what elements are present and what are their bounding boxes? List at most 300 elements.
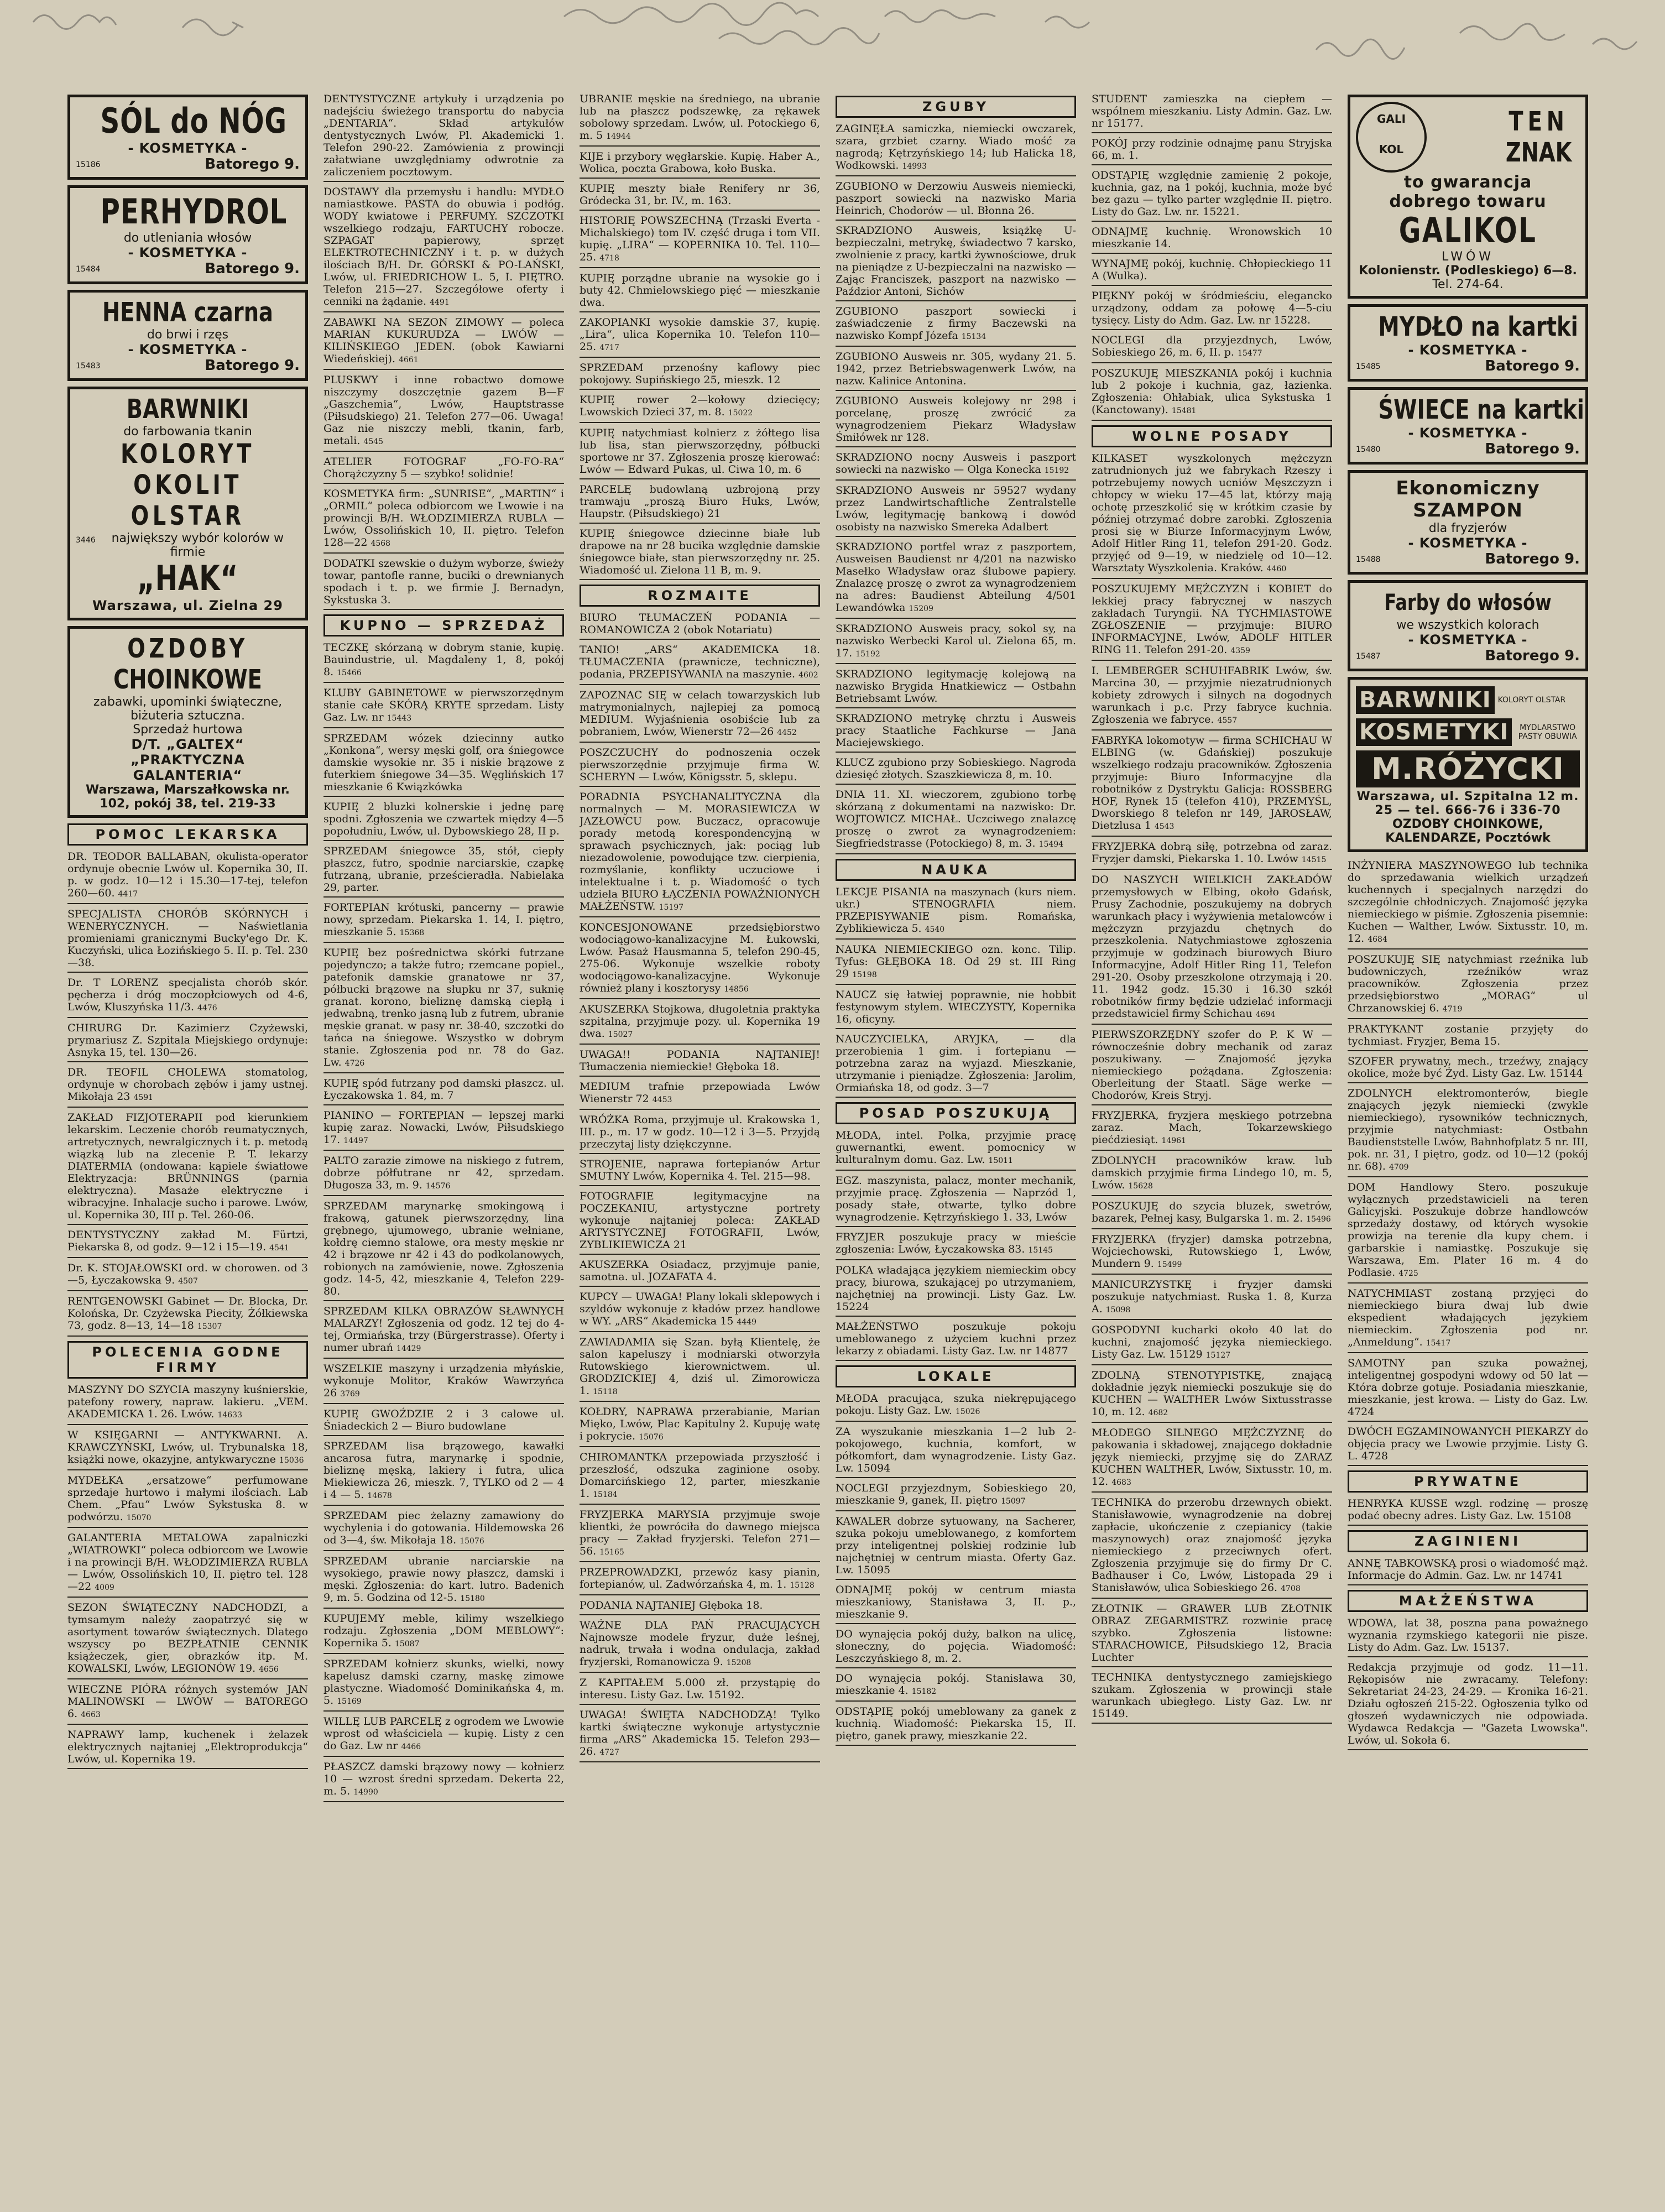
ad-number: 15182 (911, 1687, 937, 1696)
classified-ad (836, 711, 1076, 753)
classified-ad (1348, 1355, 1588, 1422)
brand-koloryt: KOLORYT (121, 439, 255, 469)
ad-box-title: ŚWIECE na kartki (1378, 394, 1584, 425)
classified-ad (67, 1600, 308, 1679)
ad-text: ZAKOPIANKI wysokie damskie 37, kupię. „Lira“, ulica Kopernika 10. Telefon 110—25. (580, 316, 820, 353)
ad-text: ZŁOTNIK — GRAWER LUB ZŁOTNIK OBRAZ ZEGARMISTRZ rozwinie pracę szybko. Zgłoszenia listowne: STARACHOWICE, Piłsudskiego 12, Bracia Luchter (1092, 1603, 1332, 1663)
ad-rozycki-sub: KOLORYT OLSTAR (1497, 696, 1566, 705)
ad-text: TECHNIKA dentystycznego zamiejskiego szukam. Zgłoszenia w prowincji stałe warunkach ubiegłego. Listy Gaz. Lw. nr 15149. (1092, 1671, 1332, 1720)
classified-ad (67, 906, 308, 973)
classified-ad (580, 1112, 820, 1154)
classified-ad (836, 1229, 1076, 1260)
ad-box-desc: OZDOBY CHOINKOWE, KALENDARZE, Pocztówk (1385, 817, 1551, 845)
ad-number: 15499 (1157, 1260, 1182, 1269)
classified-ad (836, 1173, 1076, 1227)
ad-text: ZGUBIONO Ausweis kolejowy nr 298 i porcelanę, proszę zwrócić za wynagrodzeniem Piekarz Władysław Śmiłówek nr 128. (836, 395, 1076, 444)
ad-text: ZGUBIONO Ausweis nr. 305, wydany 21. 5. 1942, przez Betriebswagenwerk Lwów, na nazw. Kalinice Antonina. (836, 351, 1076, 387)
ad-address: Batorego 9. (1485, 648, 1580, 664)
ad-number: 15443 (387, 714, 412, 723)
ad-text: MASZYNY DO SZYCIA maszyny kuśnierskie, patefony rowery, napraw. lakieru. „VEM. AKADEMICKA 1. 26. Lwów. (67, 1384, 308, 1420)
classified-ad (580, 1598, 820, 1615)
classified-ad (580, 1188, 820, 1255)
ad-text: WRÓŻKA Roma, przyjmuje ul. Krakowska 1, III. p., m. 17 w godz. 10—12 i 3—5. Przyjdą przeczytaj listy dziękczynne. (580, 1114, 820, 1150)
column-3 (580, 91, 820, 2190)
classified-ad (67, 1293, 308, 1337)
ad-text: KUPIĘ rower 2—kołowy dziecięcy; Lwowskich Dzieci 37, m. 8. (580, 394, 820, 418)
ad-number: 14990 (353, 1788, 378, 1797)
ad-number: 15485 (1356, 362, 1381, 371)
ad-text: Dr. K. STOJAŁOWSKI ord. w chorowen. od 3—5, Łyczakowska 9. (67, 1262, 308, 1286)
classified-ad (323, 1198, 564, 1301)
ad-number: 15417 (1426, 1339, 1451, 1348)
ad-text: KIJE i przybory węgłarskie. Kupię. Haber A., Wolica, poczta Grabowa, koło Buska. (580, 150, 820, 175)
ad-text: ODNAJMĘ kuchnię. Wronowskich 10 mieszkanie 14. (1092, 226, 1332, 250)
ad-number: 4726 (345, 1059, 365, 1068)
ad-text: MANICURZYSTKĘ i fryzjer damski poszukuje natychmiast. Ruska 1. 8, Kurza A. (1092, 1279, 1332, 1315)
ad-number: 15481 (1171, 406, 1197, 415)
ad-number: 15494 (1038, 840, 1064, 849)
ad-text: KUPIĘ GWOŹDZIE 2 i 3 calowe ul. Śniadeckich 2 — Biuro budowlane (323, 1408, 564, 1432)
classified-ad (67, 1682, 308, 1725)
classified-ad (580, 789, 820, 917)
ad-text: ODSTĄPIĘ względnie zamienię 2 pokoje, kuchnia, gaz, na 1 pokój, kuchnia, może być bez gazu — tylko parter względnie II. piętro. Listy do Gaz. Lw. nr. 15221. (1092, 169, 1332, 218)
ad-number: 15128 (790, 1581, 815, 1590)
ad-number: 4708 (1281, 1584, 1301, 1593)
ad-box-title: TEN (1509, 106, 1569, 137)
ad-text: Redakcja przyjmuje od godz. 11—11. Rękopisów nie zwracamy. Telefony: Sekretariat 24-23, 24-29. — Kronika 16-21. Działu ogłoszeń 215-22. Ogłoszenia tylko od głoszeń wydawniczych nie odpowiada. Wydawca Redakcja — "Gazeta Lwowska". Lwów, ul. Sokoła 6. (1348, 1661, 1588, 1746)
ad-text: PLUSKWY i inne robactwo domowe niszczymy doszczętnie gazem B—F „Gaszchemia“, Lwów, Hauptstrasse (Piłsudskiego) 21. Telefon 277—06. Uwaga! Gaz nie niszczy mebli, tkanin, farb, metali. (323, 374, 564, 447)
classified-ad (836, 1480, 1076, 1511)
classified-ad (1092, 332, 1332, 363)
ad-text: LEKCJE PISANIA na maszynach (kurs niem. ukr.) STENOGRAFIA niem. PRZEPISYWANIE pism. Romańska, Zyblikiewicza 5. (836, 886, 1076, 935)
ad-text: AKUSZERKA Stojkowa, długoletnia praktyka szpitalna, przyjmuje pozy. ul. Kopernika 19 dwa. (580, 1003, 820, 1040)
ad-text: POLKA władająca językiem niemieckim obcy pracy, biurowa, szukającej po utrzymaniem, najchętniej na prowincji. Listy Gaz. Lw. 15224 (836, 1264, 1076, 1313)
ad-number: 15180 (460, 1594, 485, 1603)
classified-ad (580, 920, 820, 999)
column-2 (323, 91, 564, 2190)
ad-text: FRYZJERKA MARYSIA przyjmuje swoje klientki, że powróciła do dawnego miejsca pracy — Zakład fryzjerski. Telefon 271—56. (580, 1509, 820, 1557)
classified-ad (1092, 1322, 1332, 1365)
ad-box-swiece (1348, 387, 1588, 465)
ad-number: 4466 (401, 1743, 421, 1751)
ad-text: POSZCZUCHY do podnoszenia oczek pierwszorzędnie przyjmuje firma W. SCHERYN — Lwów, Königsstr. 5, sklepu. (580, 747, 820, 783)
ad-address: Warszawa, Marszałkowska nr. 102, pokój 38, tel. 219-33 (85, 783, 290, 811)
ad-number: 4453 (652, 1095, 672, 1104)
ad-number: 4568 (370, 539, 391, 548)
ad-number: 4009 (95, 1583, 114, 1592)
ad-text: WYNAJMĘ pokój, kuchnię. Chłopieckiego 11 A (Wulka). (1092, 258, 1332, 282)
classified-ad (580, 213, 820, 268)
classified-ad (323, 556, 564, 610)
ad-text: DO NASZYCH WIELKICH ZAKŁADÓW przemysłowych w Elbing, około Gdańsk, Prusy Zachodnie, poszukujemy na dobrych warunkach płacy i wyżywienia metalowców i mężczyzn przyjazdu chętnych do przeszkolenia. Natychmiastowe zgłoszenia przyjmuje w godzinach biurowych Biuro Informacyjne, Adolf Hitler Ring 11, Telefon 291-20. Osoby przeszkolone otrzymają i 20. 11. 1942 godz. 15.30 i 16.30 szkół robotników firmy będzie udzielać informacji przedstawiciel firmy Schichau (1092, 874, 1332, 1020)
classified-ad (67, 1727, 308, 1769)
ad-number: 15628 (1128, 1182, 1153, 1191)
ad-box-desc: zabawki, upominki świąteczne, biżuteria sztuczna. (93, 695, 283, 723)
ad-number: 15477 (1237, 349, 1262, 358)
ad-number: 4557 (1217, 716, 1238, 725)
ad-text: KUPIĘ spód futrzany pod damski płaszcz. ul. Łyczakowska 1. 84, m. 7 (323, 1077, 564, 1102)
ad-number: 15484 (76, 265, 101, 274)
classified-ad (67, 1227, 308, 1258)
ad-number: 15483 (76, 362, 101, 371)
ad-number: 14856 (724, 985, 749, 994)
ad-box-barwniki (67, 387, 308, 620)
classified-ad (323, 91, 564, 182)
classified-ad (67, 849, 308, 904)
classified-ad (580, 526, 820, 580)
ad-number: 15466 (337, 669, 362, 677)
ad-number: 15198 (852, 971, 877, 979)
ad-text: EGZ. maszynista, palacz, monter mechanik, przyjmie pracę. Zgłoszenia — Naprzód 1, posady stałe, otwarte, tylko dobre wynagrodzenie. Kętrzyńskiego 1. 33, Lwów (836, 1175, 1076, 1223)
classified-ad (1092, 256, 1332, 286)
ad-text: DOM Handlowy Stero. poszukuje wyłącznych przedstawicieli na teren Galicyjski. Poszukuje dobrze handlowców sprzedaży dostawy, od których wysokie prowizja na terenie dla kupy chem. i garbarskie i namiastkę. Poszukuje się Warszawa, Em. Plater 16 m. 4 do Podlasie. (1348, 1181, 1588, 1279)
ad-text: PORADNIA PSYCHANALITYCZNA dla normalnych — M. MORASIEWICZA W JAZŁOWCU pow. Buczacz, opracowuje porady metodą korespondencyjną w sprawach psychicznych, jak: pociąg lub niezadowolenie, powodujące tzw. cierpienia, rozmyślanie, konflikty uczuciowe i intelektualne i t. p. Wiadomość o tych udziela BIURO ŁĄCZENIA POWAŻNIONYCH MAŁŻEŃSTW. (580, 791, 820, 912)
ad-text: DENTYSTYCZNY zakład M. Fürtzi, Piekarska 8, od godz. 9—12 i 15—19. (67, 1229, 308, 1253)
ad-text: POSZUKUJEMY MĘŻCZYZN i KOBIET do lekkiej pracy fabrycznej w naszych zakładach Turyngii. NA TYCHMIASTOWE ZGŁOSZENIE — przyjmuje: BIURO INFORMACYJNE, Lwów, ADOLF HITLER RING 11. Telefon 291-20. (1092, 583, 1332, 656)
ad-text: STROJENIE, naprawa fortepianów Artur SMUTNY Lwów, Kopernika 4. Tel. 215—98. (580, 1158, 820, 1182)
classified-ad (1092, 1368, 1332, 1423)
classified-ad (836, 666, 1076, 708)
ad-text: KUPCY — UWAGA! Plany lokali sklepowych i szyldów wykonuje z kładów przez handlowe w WY. „ARS“ Akademicka 15 (580, 1291, 820, 1327)
ad-text: PALTO zarazie zimowe na niskiego z futrem, dobrze półfutrane nr 42, sprzedam. Długosza 33, m. 9. (323, 1155, 564, 1191)
ad-text: PIĘKNY pokój w śródmieściu, elegancko urządzony, oddam za połowę 4—5-ciu tysięcy. Listy do Adm. Gaz. Lw. nr 15228. (1092, 290, 1332, 326)
ad-number: 4540 (925, 925, 945, 934)
classified-ad (323, 1553, 564, 1609)
classified-ad (323, 685, 564, 728)
classified-ad (1092, 224, 1332, 254)
ad-text: SEZON ŚWIĄTECZNY NADCHODZI, a tymsamym należy zaopatrzyć się w asortyment towarów świątecznych. Dlatego wszyscy po BEZPŁATNIE CENNIK książeczek, gier, obrazków itp. M. KOWALSKI, Lwów, LEGIONÓW 19. (67, 1601, 308, 1674)
ad-number: 15165 (599, 1548, 624, 1557)
classified-ad (1092, 1425, 1332, 1493)
classified-ad (1092, 1495, 1332, 1599)
ad-box-desc: do utleniania włosów (123, 231, 252, 245)
ad-text: PRAKTYKANT zostanie przyjęty do tychmiast. Fryzjer, Bema 15. (1348, 1023, 1588, 1047)
ad-text: WILLĘ LUB PARCELĘ z ogrodem we Lwowie wprost od właściciela — kupię. Listy z cen do Gaz. Lw nr (323, 1715, 564, 1752)
classified-ad (67, 1065, 308, 1108)
classified-ad (1348, 1180, 1588, 1284)
ad-number: 4541 (269, 1244, 289, 1253)
classified-ad (580, 360, 820, 390)
classified-ad (1092, 1198, 1332, 1229)
ad-number: 4507 (178, 1277, 198, 1286)
ad-text: ODSTĄPIĘ pokój umeblowany za ganek z kuchnią. Wiadomość: Piekarska 15, II. piętro, ganek prawy, mieszkanie 22. (836, 1705, 1076, 1742)
ad-text: POSZUKUJĘ MIESZKANIA pokój i kuchnia lub 2 pokoje i kuchnia, gaz, łazienka. Zgłoszenia: Ohłabiak, ulica Sykstuska 1 (Kanctowany). (1092, 367, 1332, 416)
ad-text: WSZELKIE maszyny i urządzenia młyńskie, wykonuje Molitor, Kraków Wawrzyńca 26 (323, 1363, 564, 1399)
ad-text: FRYZJER poszukuje pracy w mieście zgłoszenia: Lwów, Łyczakowska 83. (836, 1231, 1076, 1255)
classified-ad (580, 687, 820, 743)
classified-ad (323, 454, 564, 484)
ad-number: 14633 (217, 1411, 242, 1420)
ad-text: SZOFER prywatny, mech., trzeźwy, znający okolice, może być Żyd. Listy Gaz. Lw. 15144 (1348, 1055, 1588, 1079)
classified-ad (323, 1076, 564, 1105)
classified-ad (836, 1626, 1076, 1668)
ad-text: SPRZEDAM ubranie narciarskie na wysokiego, prawie nowy płaszcz, damski i męski. Zgłoszenia: do kart. lutro. Badenich 9, m. 5. Godzina od 12-5. (323, 1555, 564, 1604)
ad-number: 14515 (1301, 855, 1327, 864)
classified-ad (67, 1260, 308, 1291)
classified-ad (323, 486, 564, 554)
ad-box-desc: do farbowania tkanin (123, 425, 252, 439)
classified-ad (1092, 663, 1332, 731)
classified-ad (323, 1361, 564, 1404)
classified-ad (323, 640, 564, 683)
classified-ad (1092, 1027, 1332, 1105)
ad-text: UWAGA! ŚWIĘTA NADCHODZĄ! Tylko kartki świąteczne wykonuje artystycznie firma „ARS“ Akademicka 15. Telefon 293—26. (580, 1709, 820, 1757)
classified-ad (67, 1427, 308, 1470)
classified-ad (1092, 1277, 1332, 1320)
ad-number: 3769 (340, 1390, 360, 1399)
classified-ad (836, 1031, 1076, 1098)
classified-ad (580, 1507, 820, 1562)
ad-text: UBRANIE męskie na średniego, na ubranie lub na płaszcz podszewkę, za rękawek sobolowy sprzedam. Lwów, ul. Potockiego 6, m. 5 (580, 93, 820, 142)
ad-address: Batorego 9. (1485, 551, 1580, 567)
ad-text: W KSIĘGARNI — ANTYKWARNI. A. KRAWCZYŃSKI, Lwów, ul. Trybunalska 18, książki nowe, okazyjne, antykwaryczne (67, 1429, 308, 1465)
classified-ad (580, 425, 820, 479)
ad-box-title: PERHYDROL (100, 191, 288, 232)
ad-text: HISTORIĘ POWSZECHNĄ (Trzaski Everta - Michalskiego) tom IV. część druga i tom VII. kupię. „LIRA“ — KOPERNIKA 10. Tel. 110—25. (580, 215, 820, 263)
ad-number: 15118 (593, 1387, 618, 1396)
ad-text: POSZUKUJĘ SIĘ natychmiast rzeźnika lub budowniczych, rzeźników wraz pracowników. Zgłoszenia przez przedsiębiorstwo „MORAG“ ul Chrzanowskiej 6. (1348, 953, 1588, 1014)
ad-number: 4661 (399, 356, 419, 364)
ad-text: SKRADZIONO metrykę chrztu i Ausweis pracy Staatliche Fachkurse — Jana Maciejewskiego. (836, 712, 1076, 749)
ad-number: 14497 (343, 1136, 368, 1145)
ad-text: ZDOLNYCH elektromonterów, biegle znających język niemiecki (zwykle niemieckiego), rysowników technicznych, przyjmie natychmiast: Ostbahn Baudienststelle Lwów, Bahnhofplatz 5 nr. III, pok. nr. 31, I piętro, godz. od 10—12 (pokój nr. 68). (1348, 1087, 1588, 1172)
ad-address: Batorego 9. (205, 357, 300, 374)
classified-ad (323, 1714, 564, 1757)
ad-text: PARCELĘ budowlaną uzbrojoną przy tramwaju „proszą Biuro Huks, Lwów, Haupstr. (Piłsudskiego) 21 (580, 483, 820, 520)
ad-text: ZGUBIONO paszport sowiecki i zaświadczenie z firmy Baczewski na nazwisko Kompf Józefa (836, 305, 1076, 342)
classified-ad (323, 1508, 564, 1551)
ad-number: 4417 (118, 890, 138, 899)
ad-text: ZDOLNYCH pracowników kraw. lub damskich przyjmie firma Lindego 10, m. 5, Lwów. (1092, 1155, 1332, 1191)
ad-box-title: ZNAK (1505, 137, 1572, 168)
ad-text: ZAKŁAD FIZJOTERAPII pod kierunkiem lekarskim. Leczenie chorób reumatycznych, artretycznych, newralgicznych i t. p. metodą wiązką lub na zlecenie P. T. lekarzy DIATERMIA (ondowana: kąpiele światłowe Elektryzacja: BRÜNNINGS (parnia elektryczna). Masaże elektryczne i wibracyjne. Inhalacje sucho i parowe. Lwów, ul. Kopernika 30, III p. Tel. 260-06. (67, 1112, 308, 1221)
classified-ad (323, 1611, 564, 1654)
ad-number: 15070 (126, 1514, 152, 1522)
ad-text: RENTGENOWSKI Gabinet — Dr. Blocka, Dr. Kolońska, Dr. Czyżewska Piecity, Żółkiewska 73, godz. 8—13, 14—18 (67, 1295, 308, 1332)
classified-ad (836, 1128, 1076, 1171)
ad-text: NATYCHMIAST zostaną przyjęci do niemieckiego biura dwaj lub dwie ekspedient władających językiem niemieckim. Zgłoszenia pod nr. „Anmeldung“. (1348, 1287, 1588, 1348)
classified-ad (836, 1514, 1076, 1580)
brand-rozycki: M.RÓŻYCKI (1356, 750, 1580, 787)
ad-number: 15192 (855, 650, 880, 659)
classified-ad (323, 799, 564, 841)
ad-text: CHIRURG Dr. Kazimierz Czyżewski, prymariusz Z. Szpitala Miejskiego ordynuje: Asnyka 15, tel. 130—26. (67, 1022, 308, 1058)
classified-ad (67, 1473, 308, 1528)
classified-ad (836, 393, 1076, 447)
ad-number: 15169 (337, 1697, 362, 1706)
ad-number: 15488 (1356, 555, 1381, 564)
ad-text: SKRADZIONO Ausweis, książkę U-bezpieczalni, metrykę, świadectwo 7 karsko, zwolnienie z pracy, kartki żywnościowe, druk na pieniądze z U-bezpieczalni na nazwisko — Zając Franciszek, paszport na nazwisko — Paździor Antoni, Sichów (836, 225, 1076, 298)
ad-text: KOŁDRY, NAPRAWA przerabianie, Marian Mięko, Lwów, Plac Kapitulny 2. Kupuję watę i pokrycie. (580, 1406, 820, 1442)
classified-ad (580, 1449, 820, 1505)
classified-ad (323, 372, 564, 452)
ad-box-rozycki (1348, 677, 1588, 852)
ad-text: CHIROMANTKA przepowiada przyszłość i przeszłość, odszuka zaginione osoby. Domarcińskiego 12, parter, mieszkanie 1. (580, 1451, 820, 1500)
ad-text: POSZUKUJĘ do szycia bluzek, swetrów, bazarek, Pełnej kasy, Bulgarska 1. m. 2. (1092, 1200, 1332, 1224)
ad-number: 4727 (599, 1748, 619, 1757)
ad-number: 4359 (1230, 646, 1250, 655)
ad-text: ZA wyszukanie mieszkania 1—2 lub 2-pokojowego, kuchnia, komfort, w półkomfort, dam wynagrodzenie. Listy Gaz. Lw. 15094 (836, 1426, 1076, 1474)
ad-text: SPRZEDAM piec żelazny zamawiony do wychylenia i do gotowania. Hildemowska 26 od 3—4, św. Mikołaja 18. (323, 1510, 564, 1546)
classified-ad (323, 900, 564, 943)
ad-number: 15011 (988, 1156, 1013, 1165)
ad-number: 14576 (425, 1182, 451, 1191)
ad-number: 4491 (430, 298, 450, 307)
ad-rozycki-line: BARWNIKI (1356, 686, 1495, 714)
ad-number: 4683 (1111, 1478, 1131, 1487)
ad-text: KUPIĘ meszty białe Renifery nr 36, Gródecka 31, br. IV., m. 163. (580, 182, 820, 207)
classified-ad (836, 450, 1076, 481)
section-header: ZAGINIENI (1348, 1530, 1588, 1552)
ad-text: DO wynajęcia pokój. Stanisława 30, mieszkanie 4. (836, 1672, 1076, 1697)
classified-ad (323, 1406, 564, 1436)
classified-ad (1092, 288, 1332, 330)
classified-ad (67, 975, 308, 1018)
ad-text: MŁODA, intel. Polka, przyjmie pracę guwernantki, ewent. pomocnicy w kulturalnym domu. Gaz. Lw. (836, 1129, 1076, 1166)
classified-ad (836, 1319, 1076, 1361)
ad-text: KAWALER dobrze sytuowany, na Sacherer, szuka pokoju umeblowanego, z komfortem przy inteligentnej polskiej rodzinie lub najchętniej w centrum miasta. Oferty Gaz. Lw. 15095 (836, 1515, 1076, 1576)
ad-address: Warszawa, ul. Szpitalna 12 m. 25 — tel. 666-76 i 336-70 (1356, 790, 1579, 817)
classified-ad (836, 349, 1076, 391)
ad-number: 4452 (777, 728, 797, 737)
ad-box-title: Farby do włosów (1384, 590, 1552, 615)
classified-ad (580, 1564, 820, 1595)
ad-text: GOSPODYNI kucharki około 40 lat do kuchni, znajomość języka niemieckiego. Listy Gaz. Lw. 15129 (1092, 1324, 1332, 1360)
ads-list (836, 121, 1076, 1746)
ad-text: KUPIĘ porządne ubranie na wysokie go i buty 42. Chmielowskiego pięć — mieszkanie dwa. (580, 272, 820, 309)
ads-list (1348, 858, 1588, 1750)
section-header: ZGUBY (836, 96, 1076, 118)
ad-number: 4591 (133, 1093, 154, 1102)
classified-ad (836, 304, 1076, 347)
classified-ad (1092, 1153, 1332, 1196)
ad-text: Dr. T LORENZ specjalista chorób skór. pęcherza i dróg moczopłciowych od 4-6, Lwów, Kluszyńska 11/3. (67, 977, 308, 1013)
ad-number: 4719 (1442, 1005, 1463, 1014)
ad-number: 15097 (1001, 1497, 1026, 1506)
ad-text: SPRZEDAM lisa brązowego, kawałki ancarosa futra, marynarkę i spodnie, bieliznę męską, lakiery i futra, ulica Miekiewicza 26, mieszk. 7, TYLKO od 2 — 4 i 4 — 5. (323, 1440, 564, 1501)
section-header: MAŁŻEŃSTWA (1348, 1590, 1588, 1612)
ad-city: LWÓW (1441, 250, 1495, 264)
ad-number: 15209 (909, 604, 933, 613)
ad-box-line: - KOSMETYKA - (128, 140, 248, 156)
section-header: POLECENIA GODNE FIRMY (67, 1341, 308, 1379)
ad-text: SPRZEDAM wózek dziecinny autko „Konkona“, wersy męski golf, ora śniegowce damskie wysokie nr. 35 i niskie brązowe z futerkiem śniegowe 34—35. Węglińskich 17 mieszkanie 6 Kwiązkówka (323, 732, 564, 793)
classified-ad (1092, 1232, 1332, 1275)
ad-number: 15134 (961, 332, 987, 341)
ad-text: DODATKI szewskie o dużym wyborze, świeży towar, pantofle ranne, buciki o drewnianych spodach i t. p. we firmie J. Bernadyn, Sykstuska 3. (323, 557, 564, 606)
ad-text: ZAGINĘŁA samiczka, niemiecki owczarek, szara, grzbiet czarny. Wiado mość za nagrodą; Kętrzyńskiego 14; lub Halicka 18, Wodkowski. (836, 123, 1076, 171)
ad-box-desc: Sprzedaż hurtowa (133, 723, 243, 737)
classified-ad (836, 942, 1076, 985)
galikol-logo: GALI KOL (1356, 102, 1427, 173)
classified-ad (836, 1671, 1076, 1702)
ad-number: 4545 (363, 437, 384, 446)
ad-number: 15076 (460, 1537, 484, 1546)
ad-text: SPRZEDAM KILKA OBRAZÓW SŁAWNYCH MALARZY! Zgłoszenia od godz. 12 tej do 4-tej, Ormiańska, trzy (Bürgerstrasse). Oferty i numer ubrań (323, 1305, 564, 1354)
brand-olstar: OLSTAR (131, 500, 245, 531)
ad-number: 15076 (639, 1433, 664, 1442)
ad-text: UWAGA!! PODANIA NAJTANIEJ! Tłumaczenia niemieckie! Głęboka 18. (580, 1048, 820, 1073)
classified-ad (323, 1759, 564, 1802)
ad-text: SAMOTNY pan szuka poważnej, inteligentnej gospodyni wdowy od 50 lat — Która dobrze gotuje. Posiadania mieszkanie, mieszkanie, jest krowa. — Listy do Gaz. Lw. 4724 (1348, 1357, 1588, 1418)
ad-text: KONCESJONOWANE przedsiębiorstwo wodociągowo-kanalizacyjne M. Łukowski, Lwów. Pasaż Hausmanna 5, telefon 290-45, 275-06. Wykonuje wszelkie roboty wodociągowo-kanalizacyjne. Wykonuje również plany i kosztorysy (580, 921, 820, 994)
classified-ad (836, 755, 1076, 785)
ad-text: KUPUJEMY meble, kilimy wszelkiego rodzaju. Zgłoszenia „DOM MEBLOWY“: Kopernika 5. (323, 1613, 564, 1649)
ad-address: Kolonienstr. (Podleskiego) 6—8. (1359, 264, 1577, 278)
section-header: NAUKA (836, 859, 1076, 881)
ad-text: HENRYKA KUSSE wzgl. rodzinę — proszę podać obecny adres. Listy Gaz. Lw. 15108 (1348, 1498, 1588, 1522)
ad-text: WIECZNE PIÓRA różnych systemów JAN MALINOWSKI — LWÓW — BATOREGO 6. (67, 1683, 308, 1720)
ad-box-desc: dla fryzjerów (1428, 521, 1507, 535)
classified-ad (836, 621, 1076, 664)
ad-text: INŻYNIERA MASZYNOWEGO lub technika do sprzedawania wielkich urządzeń kuchennych i specjalnych narzędzi do szczególnie chłodniczych. Znajomość języka niemieckiego w piśmie. Zgłoszenia pisemnie: Kuchen — Walther, Lwów. Sixtusstr. 10, m. 12. (1348, 859, 1588, 945)
classified-ad (1092, 1108, 1332, 1151)
ad-text: PIERWSZORZĘDNY szofer do P. K W — równocześnie dobry mechanik od zaraz poszukiwany. — Znajomość języka niemieckiego pożądana. Zgłoszenia: Oberleitung der Staatl. Säge werke — Chodorów, Kreis Stryj. (1092, 1029, 1332, 1102)
ad-text: MAŁŻEŃSTWO poszukuje pokoju umeblowanego z użyciem kuchni przez lekarzy z obiadami. Listy Gaz. Lw. nr 14877 (836, 1321, 1076, 1357)
column-1 (67, 91, 308, 2190)
ad-text: MŁODA pracująca, szuka niekrępującego pokoju. Listy Gaz. Lw. (836, 1392, 1076, 1417)
ad-text: NAUCZ się łatwiej poprawnie, nie hobbit festynowym stylem. WIECZYSTY, Kopernika 16, oficyny. (836, 989, 1076, 1025)
ad-text: DNIA 11. XI. wieczorem, zgubiono torbę skórzaną z dokumentami na nazwisko: Dr. WOJTOWICZ MICHAŁ. Uczciwego znalazcę proszę o zwrot za wynagrodzeniem: Siegfriedstrasse (Potockiego) 8, m. 3. (836, 789, 1076, 849)
ad-number: 15127 (1205, 1351, 1231, 1360)
classified-ad (1348, 1021, 1588, 1051)
classified-ad (580, 270, 820, 312)
ad-text: KUPIĘ natychmiast kolnierz z żółtego lisa lub lisa, stan pierwszorzędny, półbucki sportowe nr 37. Zgłoszenia proszę kierować: Lwów — Edward Pukas, ul. Ciwa 10, m. 6 (580, 427, 820, 476)
brand-hak: „HAK“ (137, 558, 238, 598)
ad-number: 15022 (728, 409, 753, 418)
ad-text: GALANTERIA METALOWA zapalniczki „WIATROWKI“ poleca odbiorcom we Lwowie i na prowincji B/H. WŁODZIMIERZA RUBLA — Lwów, Ossolińskich 10, II. piętro tel. 128—22 (67, 1532, 308, 1593)
ad-text: ATELIER FOTOGRAF „FO-FO-RA“ Chorążczyzny 5 — szybko! solidnie! (323, 456, 564, 480)
ad-address: Batorego 9. (205, 260, 300, 277)
ad-number: 15027 (608, 1030, 633, 1039)
ad-text: TANIO! „ARS“ AKADEMICKA 18. TŁUMACZENIA (prawnicze, techniczne), podania, PRZEPISYWANIA na maszynie. (580, 644, 820, 680)
classified-ad (580, 1001, 820, 1045)
ad-text: ZAWIADAMIA się Szan. byłą Klientelę, że salon kapeluszy i modniarski otworzyła Rutowskiego kierownictwem. ul. GRODZICKIEJ 4, dziś ul. Zimorowicza 1. (580, 1336, 820, 1397)
ad-box-desc: to gwarancja (1403, 173, 1532, 192)
column-4 (836, 91, 1076, 2190)
ad-address: Batorego 9. (1485, 358, 1580, 374)
ads-list (580, 91, 820, 1762)
ad-box-title: HENNA czarna (102, 297, 273, 328)
ad-number: 4543 (1154, 822, 1175, 831)
ad-text: WDOWA, lat 38, poszna pana poważnego wyznania rzymskiego kategorii nie pisze. Listy do Adm. Gaz. Lw. 15137. (1348, 1617, 1588, 1653)
ad-text: MEDIUM trafnie przepowiada Lwów Wienerstr 72 (580, 1081, 820, 1105)
ad-text: SPECJALISTA CHORÓB SKÓRNYCH i WENERYCZNYCH. — Naświetlania promieniami granicznymi Bucky'ego Dr. K. Kuczyński, ulica Łozińskiego 5. II. p. Tel. 230—38. (67, 908, 308, 969)
section-header: WOLNE POSADY (1092, 425, 1332, 447)
ad-text: ZGUBIONO w Derzowiu Ausweis niemiecki, paszport sowiecki na nazwisko Maria Heinrich, Chodorów — ul. Błonna 26. (836, 180, 1076, 217)
ad-number: 4476 (197, 1004, 217, 1013)
classified-ad (1092, 91, 1332, 133)
ad-text: DWÓCH EGZAMINOWANYCH PIEKARZY do objęcia pracy we Lwowie przyjmie. Listy G. L. 4728 (1348, 1426, 1588, 1462)
ad-box-desc: we wszystkich kolorach (1396, 618, 1539, 632)
ad-text: NOCLEGI dla przyjezdnych, Lwów, Sobieskiego 26, m. 6, II. p. (1092, 334, 1332, 358)
ad-text: DOSTAWY dla przemysłu i handlu: MYDŁO namiastkowe. PASTA do obuwia i podłóg. WODY kwiatowe i PERFUMY. SZCZOTKI wszelkiego rodzaju, FARTUCHY robocze. SZPAGAT papierowy, sprzęt ELEKTROTECHNICZNY i t. p. w dużych ilościach B/H. Dr. GÓRSKI & PO-LAŃSKI, Lwów, ul. FRIEDRICHOW L. 5, I. PIĘTRO. Telefon 215—27. Szczegółowe oferty i cenniki na żądanie. (323, 186, 564, 307)
ad-box-title: MYDŁO na kartki (1378, 311, 1578, 342)
classified-ad (1092, 451, 1332, 579)
ad-number: 15496 (1306, 1215, 1331, 1224)
column-5 (1092, 91, 1332, 2190)
ad-box-title: BARWNIKI (126, 394, 249, 425)
ad-box-ozdoby (67, 626, 308, 818)
column-6 (1348, 91, 1588, 2190)
ad-box-title: SÓL do NÓG (100, 101, 287, 141)
ad-text: DR. TEOFIL CHOLEWA stomatolog, ordynuje w chorobach zębów i jamy ustnej. Mikołaja 23 (67, 1066, 308, 1103)
classified-ad (1348, 1286, 1588, 1353)
classified-ad (580, 1707, 820, 1762)
classified-ad (836, 787, 1076, 854)
classified-ad (1348, 1615, 1588, 1657)
section-header: ROZMAITE (580, 585, 820, 607)
